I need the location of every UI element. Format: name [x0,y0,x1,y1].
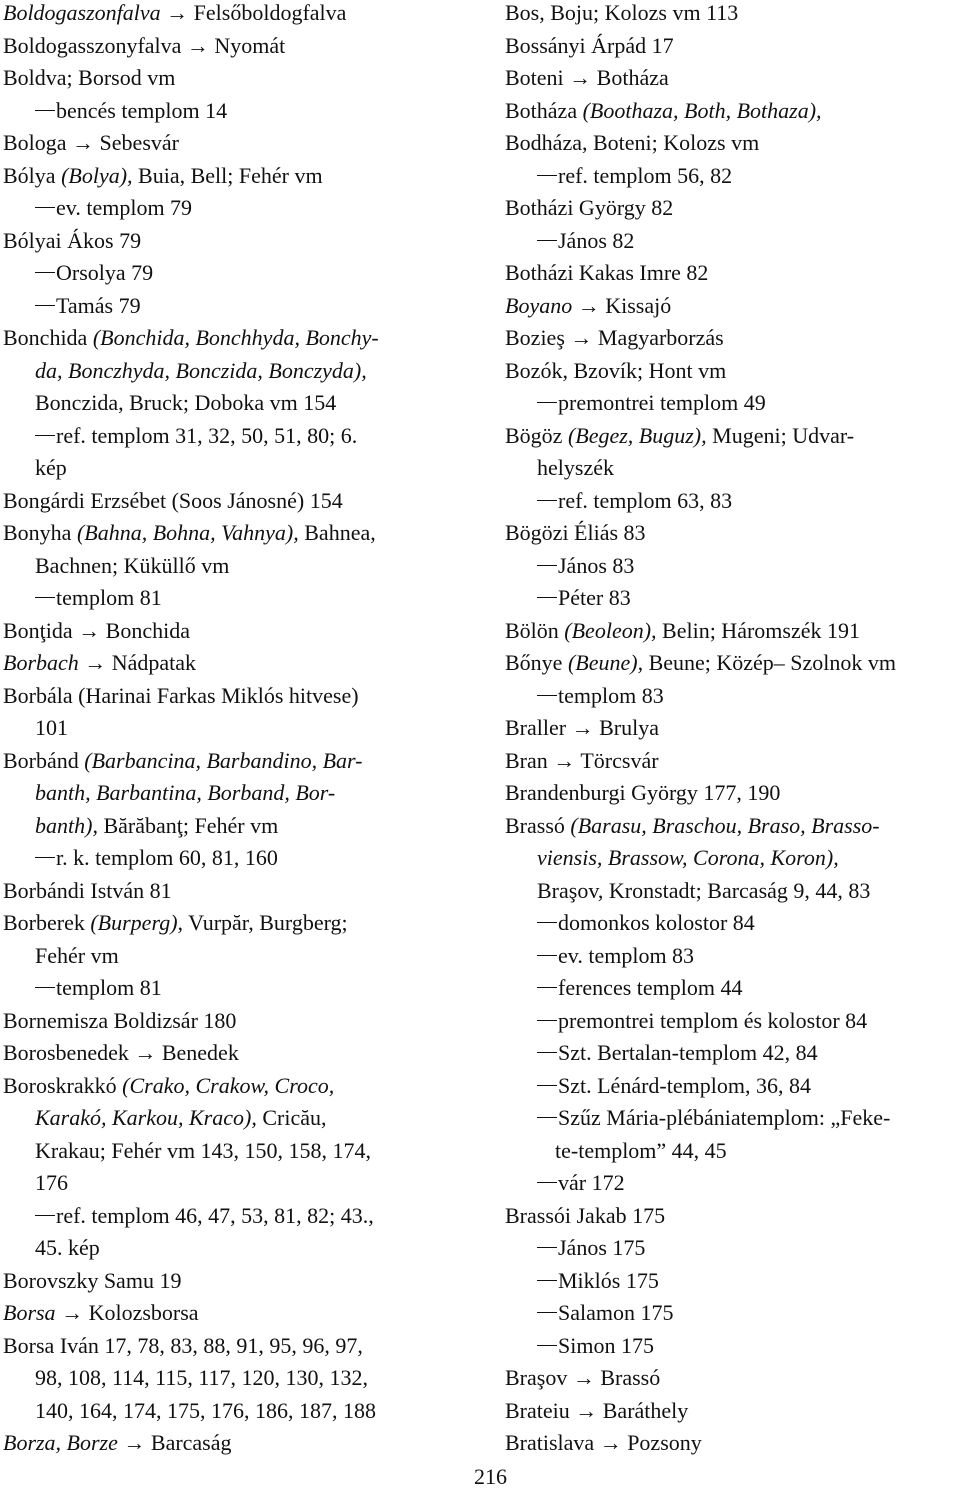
index-text-italic: Boyano [505,292,573,318]
index-text-italic: Borza, Borze [3,1430,118,1455]
index-line [3,130,468,163]
index-text: ref. templom 31, 32, 50, 51, 80; 6. [56,422,358,448]
index-text: premontrei templom és kolostor 84 [558,1007,868,1033]
index-line [3,260,468,293]
index-text: 45. kép [35,1235,100,1260]
index-text-italic: (Boothaza, Both, Bothaza), [582,97,822,123]
index-line [3,1073,468,1106]
index-text: Borovszky Samu 19 [3,1267,182,1293]
dash-marker [537,1312,557,1313]
index-text: Botháza [505,97,583,123]
index-line [505,423,957,456]
dash-marker [537,240,557,241]
index-line [505,1365,957,1398]
index-line [3,715,468,748]
index-text: Borsa Iván 17, 78, 83, 88, 91, 95, 96, 97, [3,1332,363,1358]
index-line [505,1040,957,1073]
index-text: templom 83 [558,682,664,708]
dash-marker [35,272,55,273]
index-text: Tamás 79 [56,292,141,318]
index-line [3,683,468,716]
index-text-italic: (Bahna, Bohna, Vahnya), [76,520,299,545]
index-line [3,1235,468,1268]
index-line [505,520,957,553]
index-text: Bahnea, [298,520,376,545]
dash-marker [35,305,55,306]
index-line [3,325,468,358]
index-text: Braşov → Brassó [505,1365,661,1390]
index-text: te-templom” 44, 45 [555,1137,727,1163]
index-line [505,0,957,33]
dash-marker [35,857,55,858]
index-line [505,1203,957,1236]
dash-marker [537,1345,557,1346]
index-text: Borbála (Harinai Farkas Miklós hitvese) [3,682,359,708]
dash-marker [537,1117,557,1118]
index-text: Bonchida [3,325,93,350]
index-text: 140, 164, 174, 175, 176, 186, 187, 188 [35,1397,376,1423]
index-text-italic: Karakó, Karkou, Kraco), [35,1105,257,1130]
index-line [505,910,957,943]
index-column-right [505,0,957,1463]
index-text: ev. templom 83 [558,942,695,968]
index-line [505,878,957,911]
index-line [505,358,957,391]
index-line [3,585,468,618]
index-text: Szűz Mária-plébániatemplom: „Feke- [558,1105,891,1130]
index-text: bencés templom 14 [56,97,228,123]
index-text-italic: (Begez, Buguz), [567,422,707,448]
index-text: Boldogasszonyfalva → Nyomát [3,32,286,58]
index-text: Borbándi István 81 [3,877,172,903]
index-line [505,683,957,716]
index-text: Belin; Háromszék 191 [656,617,860,643]
index-text: ev. templom 79 [56,195,193,220]
index-text: Bornemisza Boldizsár 180 [3,1007,237,1033]
index-text: Boroskrakkó [3,1072,123,1098]
index-text: Botházi György 82 [505,195,674,220]
index-line [3,1008,468,1041]
index-line [3,390,468,423]
index-text: helyszék [537,455,614,480]
index-text-italic: Boldogaszonfalva [3,0,161,25]
index-text: Buia, Bell; Fehér vm [132,162,323,188]
index-line [3,1040,468,1073]
index-text: → Kissajó [572,292,672,318]
index-line [3,0,468,33]
index-line [3,878,468,911]
index-line [505,33,957,66]
index-text-italic: banth, Barbantina, Borband, Bor- [35,780,336,805]
index-column-left [3,0,468,1463]
index-line [3,358,468,391]
dash-marker [537,1247,557,1248]
index-text: Mugeni; Udvar- [706,422,855,448]
index-text: Miklós 175 [558,1267,659,1293]
index-text: Bossányi Árpád 17 [505,32,674,58]
index-line [3,910,468,943]
index-text-italic: Borbach [3,650,79,675]
index-text-italic: (Beoleon), [564,617,657,643]
index-line [505,488,957,521]
index-line [505,293,957,326]
dash-marker [35,435,55,436]
index-text: János 175 [558,1235,646,1260]
index-text-italic: Borsa [3,1300,56,1325]
index-text: 101 [35,715,68,740]
index-line [505,1268,957,1301]
index-text: Borbánd [3,747,85,773]
index-text: Péter 83 [558,585,631,610]
index-text: Bratislava → Pozsony [505,1430,702,1455]
index-line [505,585,957,618]
index-line [3,195,468,228]
index-line [505,1073,957,1106]
index-text: domonkos kolostor 84 [558,910,755,935]
index-text-italic: (Crako, Crakow, Croco, [122,1072,335,1098]
index-line [3,553,468,586]
dash-marker [537,1280,557,1281]
index-line [3,1300,468,1333]
index-line [3,1365,468,1398]
index-text: 176 [35,1170,68,1195]
index-line [505,325,957,358]
index-line [3,618,468,651]
index-text: → Nádpatak [78,650,197,675]
index-text: Fehér vm [35,942,119,968]
index-line [3,293,468,326]
index-text-italic: da, Bonczhyda, Bonczida, Bonczyda), [35,357,367,383]
dash-marker [35,987,55,988]
index-text: Bőnye [505,650,568,675]
dash-marker [537,1085,557,1086]
index-text: Krakau; Fehér vm 143, 150, 158, 174, [35,1137,372,1163]
index-line [3,98,468,131]
index-text: Boteni → Botháza [505,65,669,90]
index-text: Botházi Kakas Imre 82 [505,260,709,285]
index-line [505,195,957,228]
index-text: Brateiu → Baráthely [505,1397,689,1423]
index-line [505,1430,957,1463]
index-text: Braşov, Kronstadt; Barcaság 9, 44, 83 [537,877,871,903]
index-text: Bonţida → Bonchida [3,617,190,643]
dash-marker [537,1052,557,1053]
index-text: Brassó [505,812,571,838]
index-line [505,390,957,423]
index-text: Bögöz [505,422,568,448]
index-text: Bonczida, Bruck; Doboka vm 154 [35,390,337,415]
index-line [3,1105,468,1138]
dash-marker [537,500,557,501]
index-line [505,1105,957,1138]
index-line [3,650,468,683]
index-text-italic: viensis, Brassow, Corona, Koron), [537,845,839,870]
index-text: ref. templom 63, 83 [558,487,733,513]
index-text: → Barcaság [117,1430,232,1455]
index-line [505,65,957,98]
index-text: Bongárdi Erzsébet (Soos Jánosné) 154 [3,487,343,513]
index-line [505,130,957,163]
index-text: Orsolya 79 [56,260,154,285]
index-line [505,1235,957,1268]
index-line [3,423,468,456]
index-text: Bonyha [3,520,77,545]
index-text: János 83 [558,552,635,578]
index-text-italic: banth), [35,812,98,838]
index-text: Bögözi Éliás 83 [505,520,646,545]
index-line [505,813,957,846]
index-line [3,813,468,846]
index-text: Bozók, Bzovík; Hont vm [505,357,727,383]
index-line [3,1430,468,1463]
dash-marker [537,1020,557,1021]
index-text-italic: (Bonchida, Bonchhyda, Bonchy- [92,325,379,350]
index-line [3,1203,468,1236]
index-line [505,748,957,781]
index-text: Szt. Lénárd-templom, 36, 84 [558,1072,811,1098]
index-text-italic: (Bolya), [61,162,133,188]
index-line [3,1138,468,1171]
index-text: Bozieş → Magyarborzás [505,325,724,350]
index-line [3,33,468,66]
index-line [505,650,957,683]
index-text: Bólyai Ákos 79 [3,227,142,253]
dash-marker [537,1182,557,1183]
dash-marker [537,597,557,598]
index-text: Salamon 175 [558,1300,674,1325]
index-text-italic: (Barasu, Braschou, Braso, Brasso- [570,812,880,838]
index-text-italic: (Barbancina, Barbandino, Bar- [84,747,363,773]
index-line [505,1170,957,1203]
index-line [505,1333,957,1366]
index-text: Beune; Közép– Szolnok vm [643,650,897,675]
index-text: Simon 175 [558,1332,654,1358]
index-text: Bărăbanţ; Fehér vm [97,812,279,838]
index-text: Brandenburgi György 177, 190 [505,780,781,805]
dash-marker [537,922,557,923]
index-text: János 82 [558,227,635,253]
index-text: ref. templom 56, 82 [558,162,733,188]
index-line [505,228,957,261]
index-line [505,1300,957,1333]
index-text: templom 81 [56,975,162,1000]
index-line [505,98,957,131]
dash-marker [537,175,557,176]
dash-marker [537,695,557,696]
index-line [505,1008,957,1041]
index-line [505,618,957,651]
index-text: templom 81 [56,585,162,610]
index-line [3,520,468,553]
index-line [505,715,957,748]
index-text: Borosbenedek → Benedek [3,1040,239,1065]
index-line [505,163,957,196]
index-line [3,455,468,488]
index-text: Bos, Boju; Kolozs vm 113 [505,0,739,25]
index-text: → Felsőboldogfalva [160,0,347,25]
index-text: Bodháza, Boteni; Kolozs vm [505,130,760,155]
index-text: Szt. Bertalan-templom 42, 84 [558,1040,818,1065]
index-line [3,1333,468,1366]
index-line [3,780,468,813]
index-text: premontrei templom 49 [558,390,766,415]
index-text: Braller → Brulya [505,715,659,740]
index-line [505,1398,957,1431]
index-text: kép [35,455,67,480]
index-text-italic: (Beune), [567,650,644,675]
index-text: Vurpăr, Burgberg; [183,910,348,935]
index-text: Bölön [505,617,565,643]
dash-marker [35,597,55,598]
index-line [505,780,957,813]
index-line [3,1398,468,1431]
index-text: ref. templom 46, 47, 53, 81, 82; 43., [56,1202,374,1228]
index-line [3,845,468,878]
index-text: Bran → Törcsvár [505,747,659,773]
dash-marker [537,402,557,403]
index-text: Bólya [3,162,62,188]
dash-marker [35,110,55,111]
index-text: → Kolozsborsa [55,1300,199,1325]
index-line [3,163,468,196]
index-line [3,1268,468,1301]
index-line [3,748,468,781]
index-text: Brassói Jakab 175 [505,1202,666,1228]
index-line [3,975,468,1008]
index-line [3,1170,468,1203]
dash-marker [537,565,557,566]
index-line [505,845,957,878]
index-text: Borberek [3,910,91,935]
index-text: Boldva; Borsod vm [3,65,176,90]
index-line [3,228,468,261]
index-line [505,455,957,488]
index-line [505,260,957,293]
index-text: Bologa → Sebesvár [3,130,179,155]
index-text: vár 172 [558,1170,625,1195]
index-text: r. k. templom 60, 81, 160 [56,845,278,870]
dash-marker [35,207,55,208]
index-line [505,1138,957,1171]
index-line [505,975,957,1008]
index-text: ferences templom 44 [558,975,743,1000]
page-number: 216 [474,1464,507,1489]
dash-marker [537,987,557,988]
index-line [3,488,468,521]
index-line [3,65,468,98]
index-line [3,943,468,976]
index-text: Bachnen; Küküllő vm [35,552,230,578]
dash-marker [537,955,557,956]
index-line [505,943,957,976]
dash-marker [35,1215,55,1216]
index-text: Cricău, [256,1105,327,1130]
index-text-italic: (Burperg), [90,910,184,935]
index-text: 98, 108, 114, 115, 117, 120, 130, 132, [35,1365,369,1390]
index-line [505,553,957,586]
